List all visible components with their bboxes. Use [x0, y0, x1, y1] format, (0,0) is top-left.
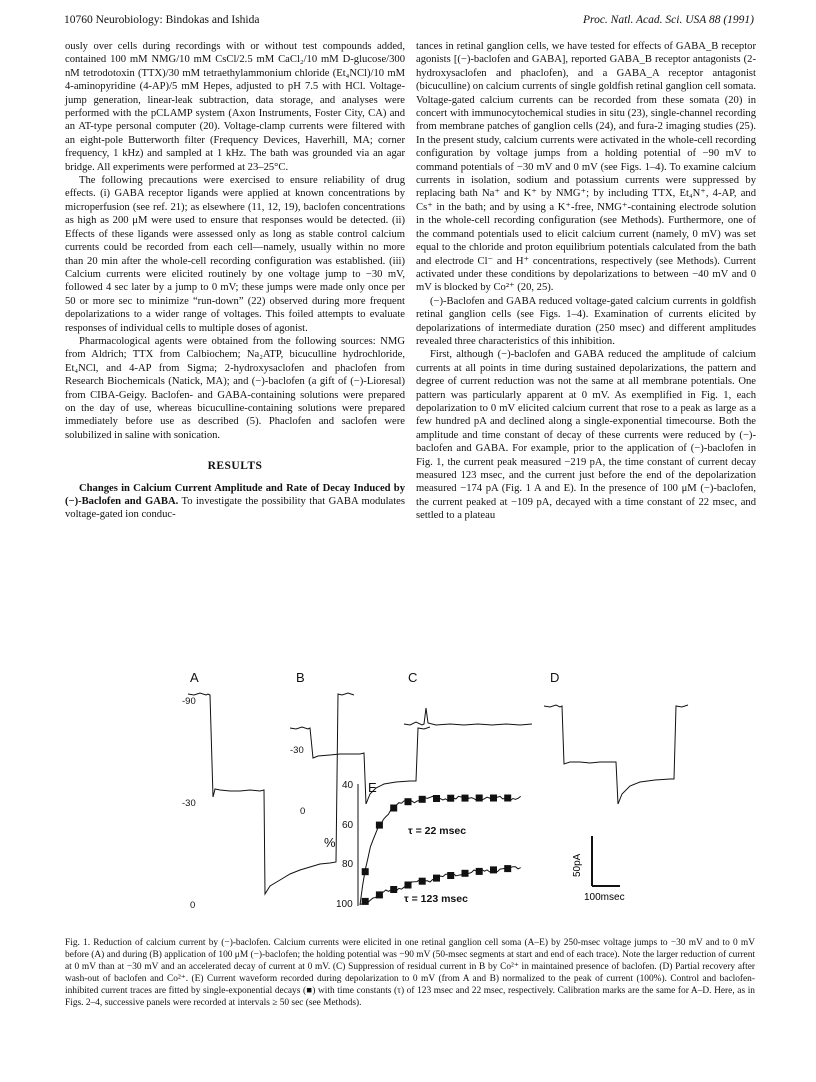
- e-fit-marker: [419, 796, 426, 803]
- running-header: [64, 14, 754, 30]
- section-subheading: Changes in Calcium Current Amplitude and Rate of Decay Induced by (−)-Baclofen and GABA.: [65, 482, 405, 507]
- left-column: [65, 40, 405, 522]
- tau-fast-label: τ = 22 msec: [408, 825, 467, 837]
- b-label-minus30: -30: [290, 745, 304, 756]
- e-fit-marker: [462, 795, 469, 802]
- e-fit-marker: [390, 805, 397, 812]
- e-fit-marker: [405, 882, 412, 889]
- e-fit-marker: [362, 898, 369, 905]
- right-paragraph-2: (−)-Baclofen and GABA reduced voltage-gated calcium currents in goldfish retinal ganglion cells (see Figs. 1–4). Examination of currents elicited by depolarizations of intermediate duration (250 msec) and different amplitudes revealed three characteristics of this inhibition.: [416, 295, 756, 347]
- trace-c: [404, 708, 532, 725]
- e-fit-marker: [390, 886, 397, 893]
- e-fit-marker: [433, 795, 440, 802]
- right-paragraph-1: tances in retinal ganglion cells, we have tested for effects of GABA_B receptor agonists [(−)-baclofen and GABA], reported GABA_B receptor antagonists (2-hydroxysaclofen and phaclofen), and a GABA_A receptor antagonist (bicuculline) on calcium currents of single goldfish retinal ganglion cell somata. Voltage-gated calcium currents can be recorded from these somata (20) in concert with immunocytochemical studies in situ (23), single-channel recording from membrane patches of ganglion cells (24), and fura-2 imaging studies (25). In the present study, calcium currents were activated in the whole-cell recording configuration by voltage jumps from a holding potential of −90 mV to command potentials of −30 mV and 0 mV (see Figs. 1–4). To examine calcium currents in isolation, sodium and potassium currents were suppressed by replacing bath Na⁺ and K⁺ by NMG⁺; by including TTX, Et₄N⁺, 4-AP, and Cs⁺ in the bath; and by using a K⁺-free, NMG⁺-containing electrode solution in the whole-cell recording configuration (see Methods). Furthermore, one of the command potentials used to elicit calcium current (namely, 0 mV) was set equal to the chloride and proton equilibrium potentials calculated from the bath and electrode Cl⁻ and H⁺ concentrations, respectively (see Methods). Current activated under these conditions by depolarizations to between −40 mV and 0 mV is blocked by Co²⁺ (20, 25).: [416, 41, 756, 294]
- e-fit-marker: [504, 865, 511, 872]
- panel-label-c: C: [408, 670, 418, 685]
- scale-time-label: 100msec: [584, 892, 625, 903]
- figure-1-svg: [160, 664, 760, 932]
- right-paragraph-3: First, although (−)-baclofen and GABA reduced the amplitude of calcium currents at all points in time during sustained depolarizations, the pattern and degree of current reduction was not the same at all membrane potentials. One pattern was particularly apparent at 0 mV. As exemplified in Fig. 1, each depolarization to 0 mV elicited calcium current that rose to a peak as large as a few hundred pA and declined along a single-exponential timecourse. Both the amplitude and time constant of decay of these currents were reduced by (−)-baclofen and GABA. For example, prior to the application of (−)-baclofen in Fig. 1, the current peak measured −219 pA, the time constant of current decay measured 123 msec, and the current just before the end of the depolarization measured −174 pA (Fig. 1 A and E). In the presence of 100 μM (−)-baclofen, the current peaked at −109 pA, decayed with a time constant of 22 msec, and settled to a plateau: [416, 349, 756, 522]
- e-fit-marker: [476, 868, 483, 875]
- left-paragraph-2: The following precautions were exercised to ensure reliability of drug effects. (i) GABA receptor ligands were applied at known concentrations by microperfusion (see ref. 21); as elsewhere (11, 12, 19), baclofen concentrations as high as 200 μM were used to ensure that responses would be detected. (ii) Effects of these ligands were assessed only as long as stable control calcium currents could be recorded from each cell—namely, usually within no more than 20 min after the whole-cell recording configuration was established. (iii) Calcium currents were elicited routinely by one voltage jump to −30 mV, followed 4 sec later by a jump to 0 mV; these jumps were made only once per 50 or more sec to minimize “run-down” (22) observed during more frequent depolarizations to a wider range of voltages. This foiled attempts to evaluate responses of individual cells to multiple doses of agonist.: [65, 175, 405, 334]
- a-label-minus90: -90: [182, 696, 196, 707]
- e-fit-marker: [504, 795, 511, 802]
- figure-caption: [65, 937, 755, 1009]
- panel-label-e: E: [368, 780, 377, 795]
- e-fit-marker: [490, 795, 497, 802]
- left-paragraph-1: ously over cells during recordings with or without test compounds added, contained 100 mM NMG/10 mM CsCl/2.5 mM CaCl₂/10 mM D-glucose/300 nM tetrodotoxin (TTX)/30 mM tetraethylammonium chloride (Et₄NCl)/10 mM 4-aminopyridine (4-AP)/5 mM Hepes, adjusted to pH 7.5 with HCl. Voltage-jump generation, linear-leak subtraction, data storage, and analyses were performed with the pCLAMP system (Axon Instruments, Foster City, CA) and an AT-type personal computer (20). Voltage-clamp currents were filtered with an eight-pole Butterworth filter (Frequency Devices, Haverhill, MA; corner frequency, 1 kHz) and sampled at 1 kHz. The bath was grounded via an agar bridge. All experiments were performed at 23–25°C.: [65, 41, 405, 173]
- left-paragraph-4-body: To investigate the possibility that GABA modulates voltage-gated ion conduc-: [65, 496, 405, 521]
- panel-label-d: D: [550, 670, 560, 685]
- trace-b: [290, 727, 430, 804]
- e-y-unit: %: [324, 835, 336, 850]
- a-label-minus30: -30: [182, 798, 196, 809]
- panel-label-a: A: [190, 670, 199, 685]
- right-column: [416, 40, 756, 523]
- e-fit-marker: [419, 878, 426, 885]
- trace-a: [188, 693, 354, 894]
- e-fit-marker: [376, 891, 383, 898]
- figure-1: [160, 664, 760, 932]
- e-tick-100: 100: [336, 899, 353, 910]
- left-paragraph-4: [65, 482, 405, 522]
- e-fit-marker: [433, 875, 440, 882]
- e-fit-marker: [462, 870, 469, 877]
- calibration-bar: [592, 836, 620, 886]
- header-right: Proc. Natl. Acad. Sci. USA 88 (1991): [583, 14, 754, 26]
- e-fit-marker: [362, 868, 369, 875]
- inset-e-plot: [360, 795, 521, 906]
- left-paragraph-3: Pharmacological agents were obtained from the following sources: NMG from Aldrich; TTX from Calbiochem; Na₂ATP, bicuculline hydrochloride, Et₄NCl, and 4-AP from Sigma; 2-hydroxysaclofen and phaclofen from Research Biochemicals (Natick, MA); and (−)-baclofen (a gift of (−)-Lioresal) from CIBA-Geigy. Baclofen- and GABA-containing solutions were prepared on the day of use, whereas bicuculline-containing solutions were prepared immediately before use as described (5). Phaclofen and saclofen were solubilized in saline with sonication.: [65, 335, 405, 441]
- e-trace-baclofen: [360, 796, 521, 905]
- trace-d: [544, 705, 688, 804]
- results-heading: RESULTS: [207, 460, 263, 473]
- e-fit-marker: [447, 872, 454, 879]
- a-label-0: 0: [190, 900, 196, 911]
- e-tick-80: 80: [342, 859, 354, 870]
- e-fit-marker: [447, 795, 454, 802]
- caption-text: Reduction of calcium current by (−)-baclofen. Calcium currents were elicited in one retinal ganglion cell soma (A–E) by 250-msec voltage jumps to −30 mV and to 0 mV before (A) and during (B) application of 100 μM (−)-baclofen; the holding potential was −90 mV (50-msec segments at start and end of each trace). Note the larger reduction of current at 0 mV than at −30 mV and an accelerated decay of current at 0 mV. (C) Suppression of residual current in B by Co²⁺ in maintained presence of baclofen. (D) Partial recovery after wash-out of baclofen and Co²⁺. (E) Current waveform recorded during depolarization to 0 mV (from A and B) normalized to the peak of current (100%). Control and baclofen-inhibited current traces are fitted by single-exponential decays (■) with time constants (τ) of 123 msec and 22 msec, respectively. Calibration marks are the same for A–D. Here, as in Figs. 2–4, successive panels were recorded at intervals ≥ 50 sec (see Methods).: [65, 938, 755, 1008]
- scale-current-label: 50pA: [572, 853, 583, 877]
- b-label-0: 0: [300, 806, 306, 817]
- e-fit-marker: [405, 798, 412, 805]
- caption-label: Fig. 1.: [65, 938, 91, 948]
- e-fit-marker: [476, 795, 483, 802]
- e-fit-marker: [376, 822, 383, 829]
- panel-label-b: B: [296, 670, 305, 685]
- header-left: 10760 Neurobiology: Bindokas and Ishida: [64, 14, 260, 26]
- e-tick-60: 60: [342, 820, 354, 831]
- e-tick-40: 40: [342, 780, 354, 791]
- tau-slow-label: τ = 123 msec: [404, 893, 468, 905]
- e-fit-marker: [490, 866, 497, 873]
